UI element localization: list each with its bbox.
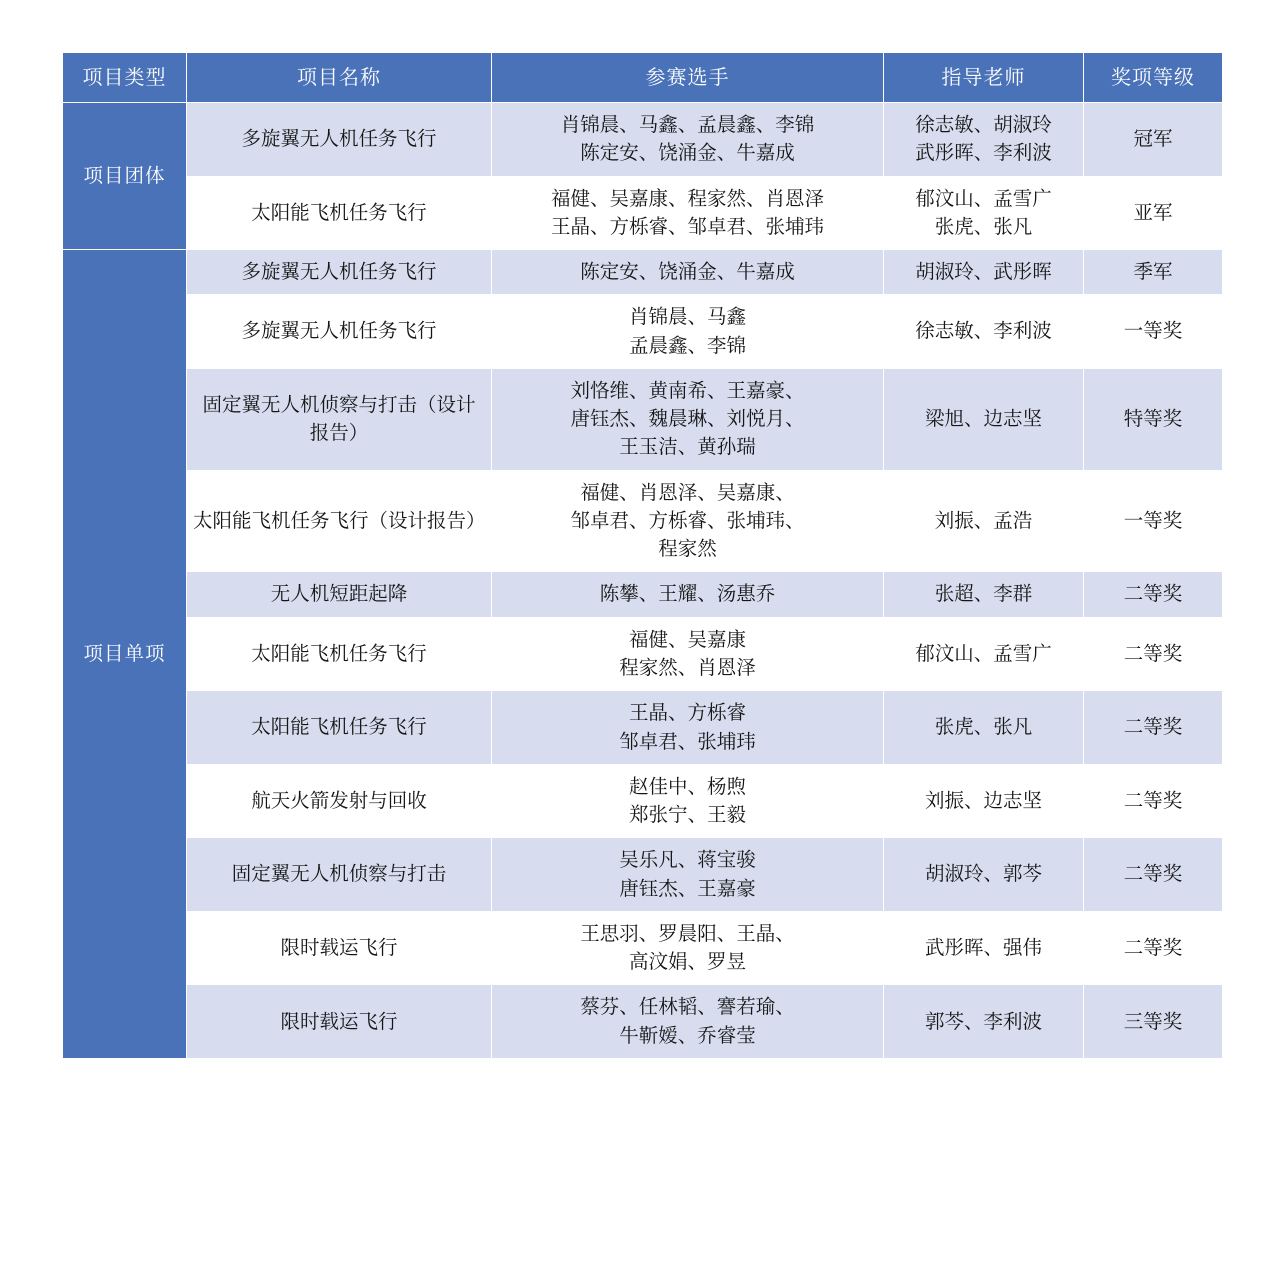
players-cell-line: 陈攀、王耀、汤惠乔 [599,582,776,606]
column-header-award-level: 奖项等级 [1084,53,1223,103]
players-cell-line: 唐钰杰、王嘉豪 [619,876,756,900]
players-cell [492,617,884,691]
award-level-cell: 特等奖 [1084,368,1223,470]
players-cell-line: 肖锦晨、马鑫 [628,305,746,329]
table-row [63,985,1223,1059]
teachers-cell-line: 郁汶山、孟雪广 [915,641,1052,665]
players-cell [492,911,884,985]
award-level-cell: 二等奖 [1084,838,1223,912]
project-name-cell: 多旋翼无人机任务飞行 [187,103,492,177]
table-row [63,572,1223,617]
column-header-players: 参赛选手 [492,53,884,103]
players-cell-line: 程家然、肖恩泽 [619,655,756,679]
table-header-row [63,53,1223,103]
players-cell-line: 程家然 [658,537,717,561]
teachers-cell [884,691,1084,765]
players-cell-line: 邹卓君、张埔玮 [619,729,756,753]
players-cell-line: 吴乐凡、蒋宝骏 [619,848,756,872]
teachers-cell-line: 徐志敏、胡淑玲 [915,113,1052,136]
project-type-cell: 项目团体 [63,103,187,250]
teachers-cell-line: 张超、李群 [934,582,1033,606]
players-cell [492,103,884,177]
table-row [63,176,1223,250]
teachers-cell [884,250,1084,295]
players-cell-line: 王玉洁、黄孙瑞 [619,435,756,459]
project-name-cell: 无人机短距起降 [187,572,492,617]
teachers-cell-line: 郁汶山、孟雪广 [915,186,1052,210]
table-row [63,295,1223,369]
project-name-cell: 太阳能飞机任务飞行 [187,617,492,691]
players-cell-line: 刘恪维、黄南希、王嘉豪、 [570,378,805,402]
players-cell-line: 福健、吴嘉康 [628,627,746,651]
teachers-cell-line: 胡淑玲、郭芩 [924,862,1042,886]
project-name-cell: 航天火箭发射与回收 [187,764,492,838]
column-header-project-type: 项目类型 [63,53,187,103]
teachers-cell [884,103,1084,177]
players-cell [492,470,884,572]
project-name-cell: 多旋翼无人机任务飞行 [187,295,492,369]
table-row [63,617,1223,691]
players-cell [492,985,884,1059]
players-cell [492,572,884,617]
table-row [63,368,1223,470]
project-name-cell: 固定翼无人机侦察与打击（设计报告） [187,368,492,470]
players-cell [492,176,884,250]
players-cell-line: 高汶娟、罗昱 [628,950,746,974]
players-cell-line: 王思羽、罗晨阳、王晶、 [580,921,795,945]
teachers-cell [884,911,1084,985]
project-name-cell: 多旋翼无人机任务飞行 [187,250,492,295]
award-level-cell: 二等奖 [1084,617,1223,691]
teachers-cell-line: 武彤晖、李利波 [915,141,1052,165]
players-cell [492,764,884,838]
teachers-cell-line: 刘振、孟浩 [934,508,1033,532]
award-level-cell: 二等奖 [1084,691,1223,765]
teachers-cell [884,368,1084,470]
award-level-cell: 冠军 [1084,103,1223,177]
players-cell-line: 王晶、方栎睿 [628,701,746,725]
players-cell-line: 赵佳中、杨煦 [628,774,746,798]
table-row [63,470,1223,572]
players-cell-line: 郑张宁、王毅 [628,803,746,827]
players-cell-line: 唐钰杰、魏晨琳、刘悦月、 [570,407,805,431]
award-results-table [62,52,1223,1059]
players-cell [492,691,884,765]
award-level-cell: 三等奖 [1084,985,1223,1059]
teachers-cell [884,985,1084,1059]
award-level-cell: 季军 [1084,250,1223,295]
project-name-cell: 太阳能飞机任务飞行（设计报告） [187,470,492,572]
project-name-cell: 太阳能飞机任务飞行 [187,691,492,765]
teachers-cell-line: 武彤晖、强伟 [924,935,1042,959]
project-type-cell: 项目单项 [63,250,187,1059]
teachers-cell-line: 梁旭、边志坚 [924,407,1042,431]
teachers-cell [884,838,1084,912]
teachers-cell-line: 徐志敏、李利波 [915,319,1052,343]
teachers-cell [884,176,1084,250]
teachers-cell-line: 刘振、边志坚 [924,788,1042,812]
players-cell [492,368,884,470]
players-cell [492,250,884,295]
teachers-cell-line: 胡淑玲、武彤晖 [915,260,1052,284]
teachers-cell-line: 张虎、张凡 [934,715,1033,739]
players-cell-line: 福健、肖恩泽、吴嘉康、 [580,480,795,504]
award-level-cell: 二等奖 [1084,911,1223,985]
players-cell [492,295,884,369]
players-cell-line: 陈定安、饶涌金、牛嘉成 [580,141,795,165]
players-cell-line: 邹卓君、方栎睿、张埔玮、 [570,508,805,532]
table-row [63,103,1223,177]
players-cell-line: 陈定安、饶涌金、牛嘉成 [580,260,795,284]
table-row [63,838,1223,912]
project-name-cell: 太阳能飞机任务飞行 [187,176,492,250]
column-header-teachers: 指导老师 [884,53,1084,103]
players-cell-line: 牛靳嫒、乔睿莹 [619,1023,756,1047]
project-name-cell: 固定翼无人机侦察与打击 [187,838,492,912]
teachers-cell [884,470,1084,572]
players-cell-line: 蔡芬、任林韬、謇若瑜、 [580,995,795,1019]
award-level-cell: 亚军 [1084,176,1223,250]
award-level-cell: 一等奖 [1084,295,1223,369]
table-header [63,53,1223,103]
players-cell-line: 福健、吴嘉康、程家然、肖恩泽 [550,186,824,210]
table-row [63,764,1223,838]
table-row [63,250,1223,295]
table-body [63,103,1223,1059]
project-name-cell: 限时载运飞行 [187,911,492,985]
award-level-cell: 二等奖 [1084,572,1223,617]
table-row [63,691,1223,765]
column-header-project-name: 项目名称 [187,53,492,103]
players-cell-line: 肖锦晨、马鑫、孟晨鑫、李锦 [560,113,815,136]
players-cell-line: 王晶、方栎睿、邹卓君、张埔玮 [550,214,824,238]
teachers-cell-line: 张虎、张凡 [934,214,1033,238]
teachers-cell [884,617,1084,691]
project-name-cell: 限时载运飞行 [187,985,492,1059]
players-cell [492,838,884,912]
teachers-cell [884,572,1084,617]
award-level-cell: 二等奖 [1084,764,1223,838]
award-level-cell: 一等奖 [1084,470,1223,572]
teachers-cell-line: 郭芩、李利波 [924,1009,1042,1033]
teachers-cell [884,764,1084,838]
teachers-cell [884,295,1084,369]
players-cell-line: 孟晨鑫、李锦 [628,333,746,357]
table-row [63,911,1223,985]
